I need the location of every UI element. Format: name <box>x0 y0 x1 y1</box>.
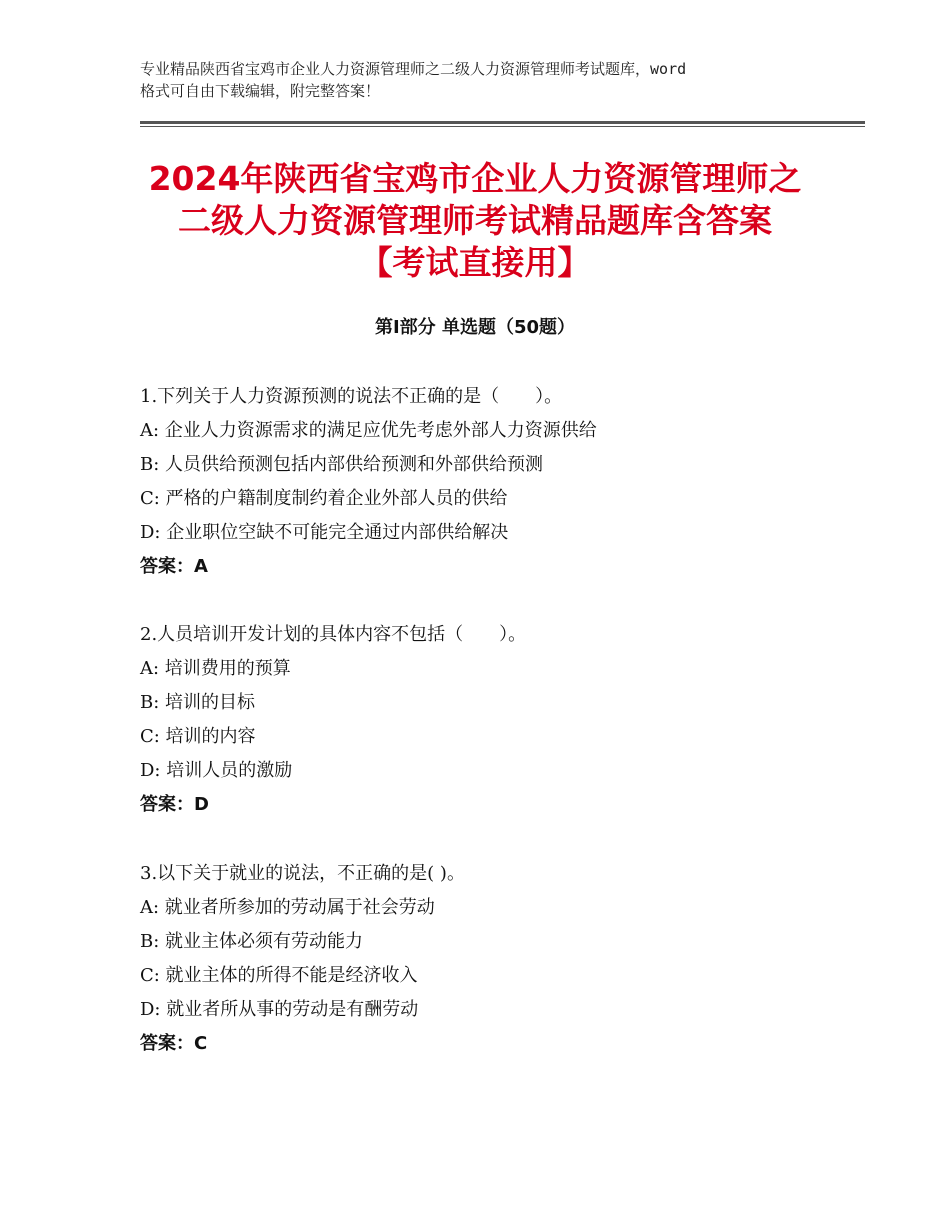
question-block <box>140 857 840 1061</box>
option-c: C: 严格的户籍制度制约着企业外部人员的供给 <box>140 488 508 509</box>
answer-label: 答案：A <box>140 556 208 577</box>
question-stem: 1.下列关于人力资源预测的说法不正确的是（ ）。 <box>140 386 563 407</box>
section-title: 第Ⅰ部分 单选题（50题） <box>374 317 575 338</box>
title-line-2: 二级人力资源管理师考试精品题库含答案 <box>178 201 772 240</box>
option-b: B: 培训的目标 <box>140 692 256 713</box>
question-stem: 2.人员培训开发计划的具体内容不包括（ ）。 <box>140 624 527 645</box>
document-title <box>100 158 850 284</box>
question-block <box>140 380 840 584</box>
answer-label: 答案：C <box>140 1033 208 1054</box>
header-note <box>140 58 830 102</box>
header-divider-thin <box>140 126 865 127</box>
header-note-line-2: 格式可自由下载编辑，附完整答案！ <box>140 82 381 100</box>
title-line-1: 2024年陕西省宝鸡市企业人力资源管理师之 <box>148 159 802 198</box>
option-d: D: 培训人员的激励 <box>140 760 293 781</box>
header-divider-thick <box>140 121 865 124</box>
option-d: D: 企业职位空缺不可能完全通过内部供给解决 <box>140 522 509 543</box>
question-block <box>140 618 840 822</box>
option-a: A: 企业人力资源需求的满足应优先考虑外部人力资源供给 <box>140 420 597 441</box>
question-stem: 3.以下关于就业的说法，不正确的是( )。 <box>140 863 465 884</box>
option-b: B: 就业主体必须有劳动能力 <box>140 931 364 952</box>
answer-label: 答案：D <box>140 794 209 815</box>
option-d: D: 就业者所从事的劳动是有酬劳动 <box>140 999 419 1020</box>
option-a: A: 就业者所参加的劳动属于社会劳动 <box>140 897 435 918</box>
title-line-3: 【考试直接用】 <box>359 243 591 282</box>
option-c: C: 培训的内容 <box>140 726 256 747</box>
option-a: A: 培训费用的预算 <box>140 658 291 679</box>
header-note-line-1: 专业精品陕西省宝鸡市企业人力资源管理师之二级人力资源管理师考试题库，word <box>140 60 687 78</box>
option-b: B: 人员供给预测包括内部供给预测和外部供给预测 <box>140 454 544 475</box>
option-c: C: 就业主体的所得不能是经济收入 <box>140 965 418 986</box>
